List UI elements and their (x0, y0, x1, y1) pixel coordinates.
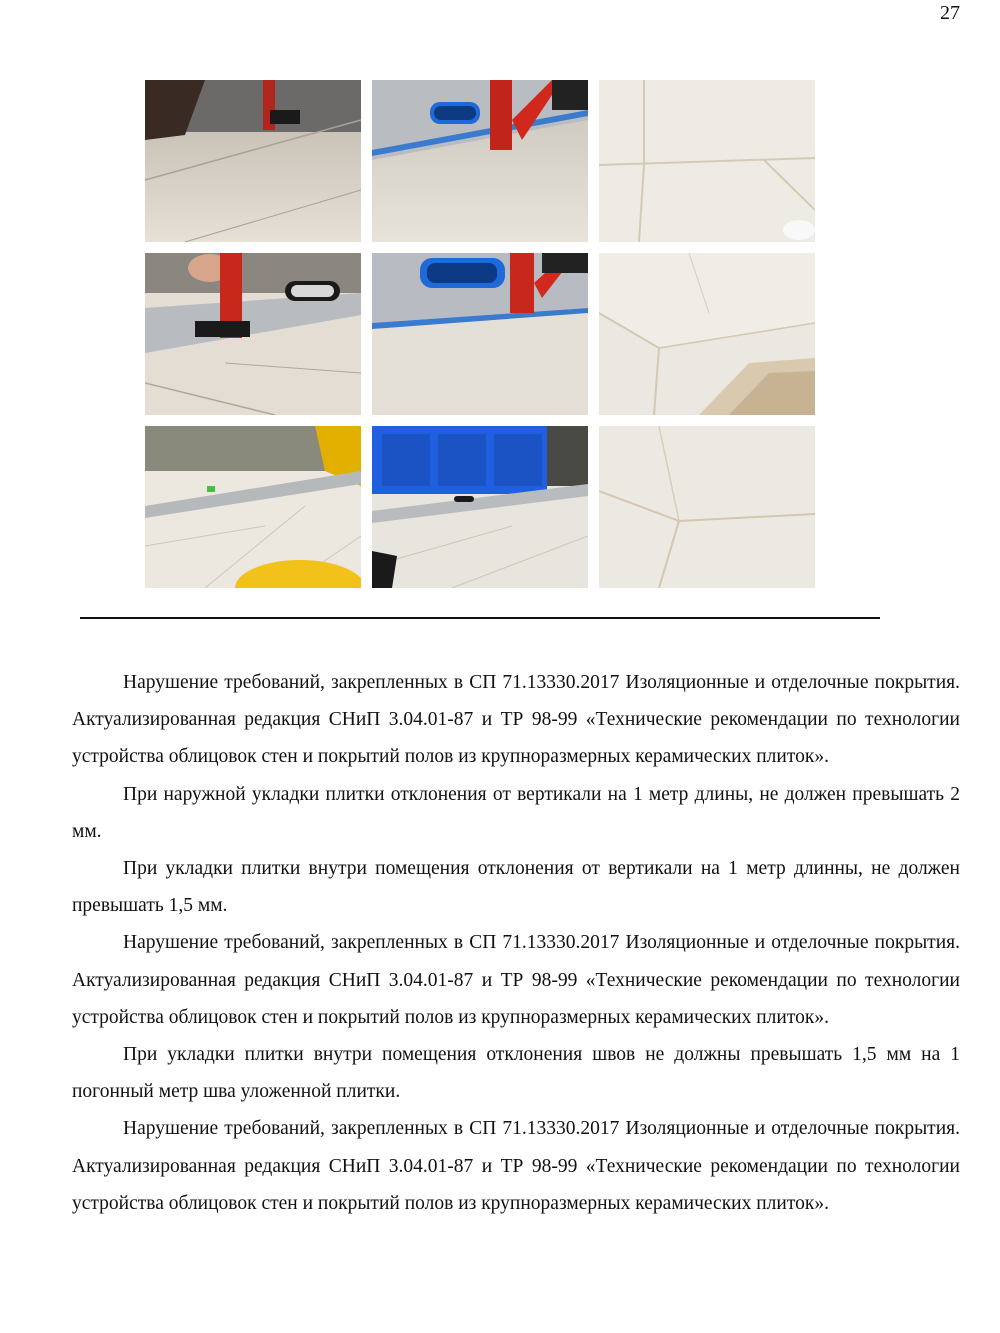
wall-tile-joint-photo-9 (599, 426, 815, 588)
floor-level-ruler-photo-2 (372, 80, 588, 242)
wall-corner-tile-photo-6 (599, 253, 815, 415)
floor-level-ruler-photo-4 (145, 253, 361, 415)
wall-tile-joint-photo-3 (599, 80, 815, 242)
floor-level-photo-1 (145, 80, 361, 242)
body-text (72, 664, 960, 1222)
floor-level-photo-7 (145, 426, 361, 588)
paragraph: Нарушение требований, закрепленных в СП 71.13330.2017 Изоляционные и отделочные покрытия. Актуализированная редакция СНиП 3.04.01-87 и ТР 98-99 «Технические рекомендации по технологии устройства облицовок стен и покрытий полов из крупноразмерных керамических плиток». (72, 932, 960, 1028)
paragraph: Нарушение требований, закрепленных в СП 71.13330.2017 Изоляционные и отделочные покрытия. Актуализированная редакция СНиП 3.04.01-87 и ТР 98-99 «Технические рекомендации по технологии устройства облицовок стен и покрытий полов из крупноразмерных керамических плиток». (72, 672, 960, 768)
paragraph: Нарушение требований, закрепленных в СП 71.13330.2017 Изоляционные и отделочные покрытия. Актуализированная редакция СНиП 3.04.01-87 и ТР 98-99 «Технические рекомендации по технологии устройства облицовок стен и покрытий полов из крупноразмерных керамических плиток». (72, 1118, 960, 1214)
floor-level-ruler-photo-5 (372, 253, 588, 415)
floor-level-blue-cabinet-photo-8 (372, 426, 588, 588)
paragraph: При укладки плитки внутри помещения отклонения от вертикали на 1 метр длинны, не должен превышать 1,5 мм. (72, 858, 960, 917)
paragraph: При наружной укладки плитки отклонения от вертикали на 1 метр длины, не должен превышать 2 мм. (72, 783, 960, 842)
horizontal-rule (80, 617, 880, 619)
photo-grid (145, 80, 815, 588)
paragraph: При укладки плитки внутри помещения отклонения швов не должны превышать 1,5 мм на 1 погонный метр шва уложенной плитки. (72, 1044, 960, 1103)
page-number: 27 (940, 2, 960, 24)
